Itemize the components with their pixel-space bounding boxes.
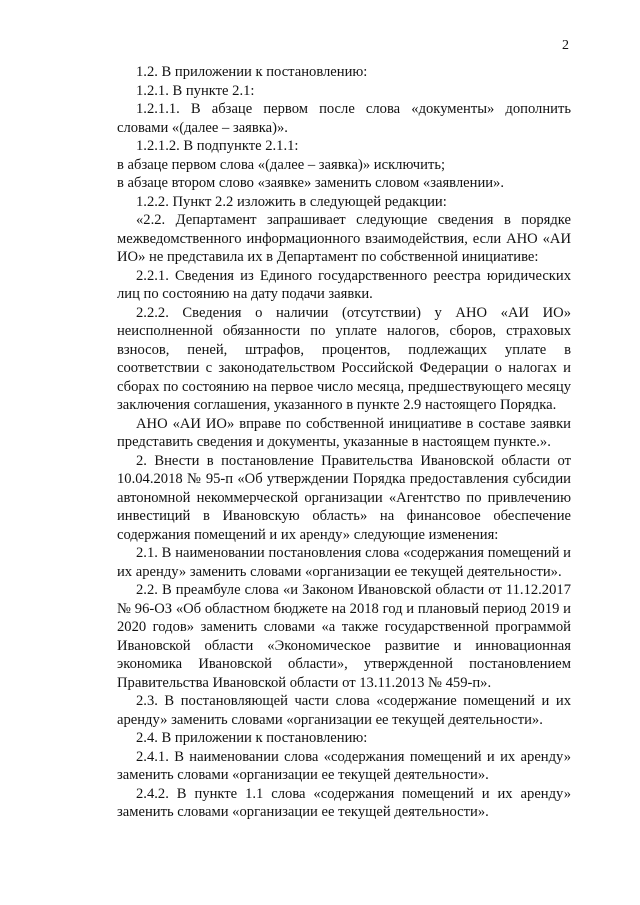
paragraph: 2.3. В постановляющей части слова «содержание помещений и их аренду» заменить словами «организации ее текущей деятельности». <box>117 693 571 728</box>
paragraph: 2.1. В наименовании постановления слова «содержания помещений и их аренду» заменить словами «организации ее текущей деятельности». <box>117 545 571 580</box>
paragraph: 2.4.1. В наименовании слова «содержания помещений и их аренду» заменить словами «организации ее текущей деятельности». <box>117 748 571 783</box>
paragraph: АНО «АИ ИО» вправе по собственной инициативе в составе заявки представить сведения и документы, указанные в настоящем пункте.». <box>117 415 571 450</box>
paragraph: 2.2. В преамбуле слова «и Законом Ивановской области от 11.12.2017 № 96-ОЗ «Об областном бюджете на 2018 год и плановый период 2019 и 2020 годов» заменить словами «а также государственной программой Ивановской области «Экономическое развитие и инновационная экономика Ивановской области», утвержденной постановлением Правительства Ивановской области от 13.11.2013 № 459-п». <box>117 582 571 691</box>
paragraph: 1.2.1. В пункте 2.1: <box>136 82 255 99</box>
document-body <box>117 63 571 822</box>
paragraph: 1.2.2. Пункт 2.2 изложить в следующей редакции: <box>136 193 447 210</box>
paragraph: «2.2. Департамент запрашивает следующие сведения в порядке межведомственного информационного взаимодействия, если АНО «АИ ИО» не представила их в Департамент по собственной инициативе: <box>117 212 571 265</box>
paragraph: 2. Внести в постановление Правительства Ивановской области от 10.04.2018 № 95-п «Об утверждении Порядка предоставления субсидии автономной некоммерческой организации «Агентство по привлечению инвестиций в Ивановскую область» на финансовое обеспечение содержания помещений и их аренду» следующие изменения: <box>117 452 571 543</box>
paragraph: 2.2.2. Сведения о наличии (отсутствии) у АНО «АИ ИО» неисполненной обязанности по уплате налогов, сборов, страховых взносов, пеней, штрафов, процентов, подлежащих уплате в соответствии с законодательством Российской Федерации о налогах и сборах по состоянию на первое число месяца, предшествующего месяцу заключения соглашения, указанного в пункте 2.9 настоящего Порядка. <box>117 304 571 413</box>
paragraph: 1.2.1.1. В абзаце первом после слова «документы» дополнить словами «(далее – заявка)». <box>117 101 571 136</box>
page-number: 2 <box>562 38 569 53</box>
paragraph: 2.4. В приложении к постановлению: <box>136 730 368 746</box>
paragraph: в абзаце первом слова «(далее – заявка)» исключить; <box>117 156 446 173</box>
paragraph: 2.2.1. Сведения из Единого государственного реестра юридических лиц по состоянию на дату подачи заявки. <box>117 267 571 302</box>
paragraph: 1.2.1.2. В подпункте 2.1.1: <box>136 138 299 154</box>
paragraph: 2.4.2. В пункте 1.1 слова «содержания помещений и их аренду» заменить словами «организации ее текущей деятельности». <box>117 785 571 820</box>
paragraph: 1.2. В приложении к постановлению: <box>136 64 368 80</box>
paragraph: в абзаце втором слово «заявке» заменить словом «заявлении». <box>117 175 505 191</box>
